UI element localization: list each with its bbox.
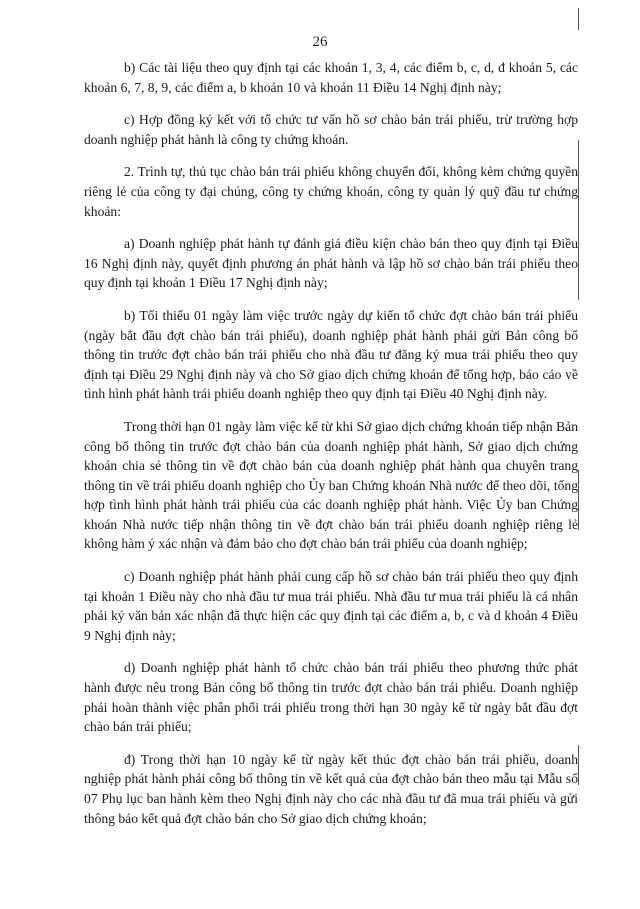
paragraph: b) Tối thiểu 01 ngày làm việc trước ngày dự kiến tổ chức đợt chào bán trái phiếu (ngày bắt đầu đợt chào bán trái phiếu), doanh nghiệp phát hành phải gửi Bản công bố thông tin trước đợt chào bán trái phiếu cho nhà đầu tư đăng ký mua trái phiếu theo quy định tại Điều 29 Nghị định này và cho Sở giao dịch chứng khoán để tổng hợp, báo cáo về tình hình phát hành trái phiếu doanh nghiệp theo quy định tại Điều 40 Nghị định này.	[84, 307, 578, 402]
right-edge-line	[578, 745, 579, 785]
paragraph: c) Doanh nghiệp phát hành phải cung cấp hồ sơ chào bán trái phiếu theo quy định tại khoản 1 Điều này cho nhà đầu tư mua trái phiếu. Nhà đầu tư mua trái phiếu là cá nhân phải ký văn bản xác nhận đã thực hiện các quy định tại các điểm a, b, c và d khoản 4 Điều 9 Nghị định này;	[84, 569, 578, 643]
paragraph: c) Hợp đồng ký kết với tổ chức tư vấn hồ sơ chào bán trái phiếu, trừ trường hợp doanh nghiệp phát hành là công ty chứng khoán.	[84, 112, 578, 147]
right-edge-line	[578, 470, 579, 530]
page-number: 26	[312, 34, 328, 50]
right-edge-line	[578, 140, 579, 300]
right-edge-line	[578, 8, 579, 30]
paragraph: b) Các tài liệu theo quy định tại các khoản 1, 3, 4, các điểm b, c, d, đ khoản 5, các khoản 6, 7, 8, 9, các điểm a, b khoản 10 và khoản 11 Điều 14 Nghị định này;	[84, 60, 578, 95]
paragraph: a) Doanh nghiệp phát hành tự đánh giá điều kiện chào bán theo quy định tại Điều 16 Nghị định này, quyết định phương án phát hành và lập hồ sơ chào bán trái phiếu theo quy định tại khoản 1 Điều 17 Nghị định này;	[84, 236, 578, 291]
paragraph: 2. Trình tự, thủ tục chào bán trái phiếu không chuyển đổi, không kèm chứng quyền riêng lẻ của công ty đại chúng, công ty chứng khoán, công ty quản lý quỹ đầu tư chứng khoán:	[84, 164, 578, 219]
paragraph: Trong thời hạn 01 ngày làm việc kể từ khi Sở giao dịch chứng khoán tiếp nhận Bản công bố thông tin trước đợt chào bán của doanh nghiệp phát hành, Sở giao dịch chứng khoán chia sẻ thông tin về đợt chào bán của doanh nghiệp phát hành qua chuyên trang thông tin về trái phiếu doanh nghiệp cho Ủy ban Chứng khoán Nhà nước để theo dõi, tổng hợp tình hình phát hành trái phiếu của các doanh nghiệp phát hành. Việc Ủy ban Chứng khoán Nhà nước tiếp nhận thông tin về đợt chào bán trái phiếu doanh nghiệp riêng lẻ không hàm ý xác nhận và đảm bảo cho đợt chào bán trái phiếu của doanh nghiệp;	[84, 418, 578, 552]
document-body	[84, 58, 578, 841]
paragraph: đ) Trong thời hạn 10 ngày kể từ ngày kết thúc đợt chào bán trái phiếu, doanh nghiệp phát hành phải công bố thông tin về kết quả của đợt chào bán theo mẫu tại Mẫu số 07 Phụ lục ban hành kèm theo Nghị định này cho các nhà đầu tư đã mua trái phiếu và gửi thông báo kết quả đợt chào bán cho Sở giao dịch chứng khoán;	[84, 751, 578, 826]
paragraph: d) Doanh nghiệp phát hành tổ chức chào bán trái phiếu theo phương thức phát hành được nêu trong Bản công bố thông tin trước đợt chào bán trái phiếu. Doanh nghiệp phải hoàn thành việc phân phối trái phiếu trong thời hạn 30 ngày kể từ ngày bắt đầu đợt chào bán trái phiếu;	[84, 660, 578, 735]
